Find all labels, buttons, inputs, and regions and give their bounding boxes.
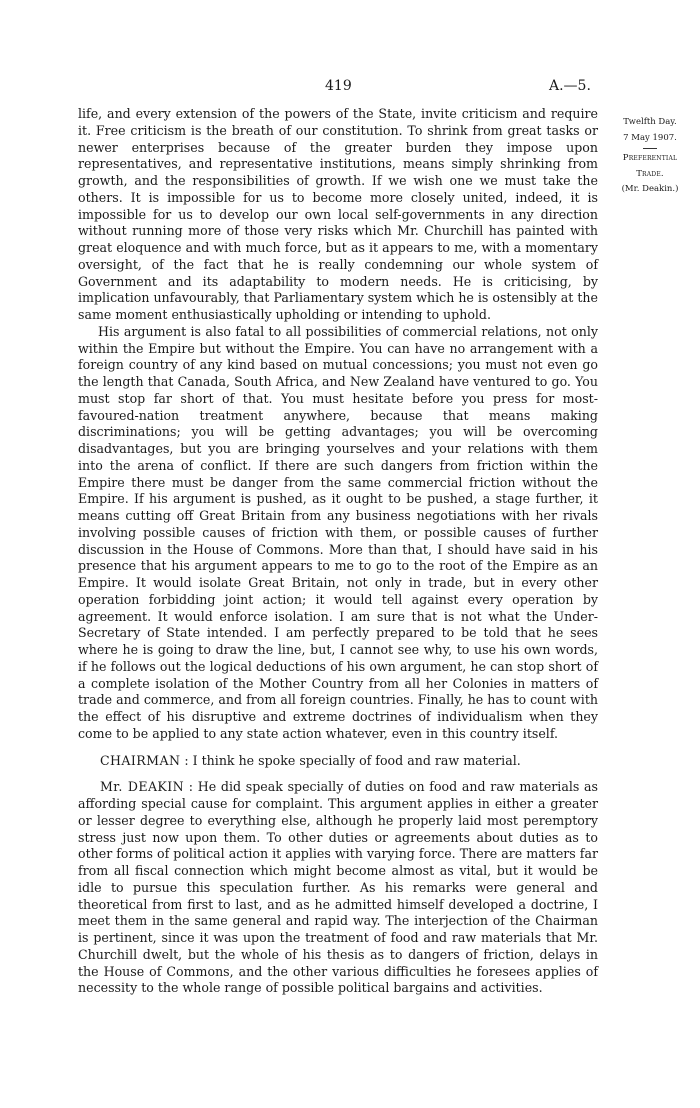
speaker-chairman: CHAIRMAN <box>100 752 181 768</box>
deakin-text: He did speak specially of duties on food and raw materials as affording special cause for complaint. This argument applies in either a greater or lesser degree to everything else, although he properly laid most peremptory stress just now upon them. To other duties or agreements about duties as to other forms of political action it applies with varying force. There are matters far from all fiscal connection which might become almost as vital, but it would be idle to pursue this speculation further. As his remarks were general and theoretical from first to last, and as he admitted himself developed a doctrine, I meet them in the same general and rapid way. The interjection of the Chairman is pertinent, since it was upon the treatment of food and raw materials that Mr. Churchill dwelt, but the whole of his thesis as to dangers of friction, delays in the House of Commons, and the other various difficulties he foresees applies of necessity to the whole range of possible political bargains and activities. <box>78 779 599 996</box>
page-number: 419 <box>325 78 352 94</box>
margin-day: Twelfth Day. <box>623 117 677 127</box>
margin-date: 7 May 1907. <box>623 132 677 143</box>
margin-notes <box>604 115 696 198</box>
paragraph-2: His argument is also fatal to all possibilities of commercial relations, not only within the Empire but without the Empire. You can have no arrangement with a foreign country of any kind based on mutual concessions; you must not even go the length that Canada, South Africa, and New Zealand have ventured to go. You must stop far short of that. You must hesitate before you press for most-favoured-nation treatment anywhere, because that means making discriminations; you will be getting advantages; you will be overcoming disadvantages, but you are bringing yourselves and your relations with them into the arena of conflict. If there are such dangers from friction within the Empire there must be danger from the same commercial friction without the Empire. If his argument is pushed, as it ought to be pushed, a stage further, it means cutting off Great Britain from any business negotiations with her rivals involving possible causes of friction with them, or possible causes of further discussion in the House of Commons. More than that, I should have said in his presence that his argument appears to me to go to the root of the Empire as an Empire. It would isolate Great Britain, not only in trade, but in every other operation forbidding joint action; it would tell against every operation by agreement. It would enforce isolation. I am sure that is not what the Under-Secretary of State intended. I am perfectly prepared to be told that he sees where he is going to draw the line, but, I cannot see why, to use his own words, if he follows out the logical deductions of his own argument, he can stop short of a complete isolation of the Mother Country from all her Colonies in matters of trade and commerce, and from all foreign countries. Finally, he has to count with the effect of his disruptive and extreme doctrines of individualism when they come to be applied to any state action whatever, even in this country itself. <box>78 323 598 741</box>
margin-subject-1: Preferential <box>622 153 678 163</box>
margin-speaker: (Mr. Deakin.) <box>621 184 679 194</box>
chairman-remark: CHAIRMAN : I think he spoke specially of food and raw material. <box>100 752 521 768</box>
page-header <box>0 78 700 98</box>
paragraph-1: life, and every extension of the powers of the State, invite criticism and require it. Free criticism is the breath of our constitution. To shrink from great tasks or newer enterprises because of the greater burden they impose upon representatives, and representative institutions, means simply shrinking from growth, and the responsibilities of growth. If we wish one we must take the others. It is impossible for us to become more closely united, indeed, it is impossible for us to develop our own local self-governments in any direction without running more of those very risks which Mr. Churchill has painted with great eloquence and with much force, but as it appears to me, with a momentary oversight, of the fact that he is really condemning our whole system of Government and its adaptability to modern needs. He is criticising, by implication unfavourably, that Parliamentary system which he is ostensibly at the same moment enthusiastically upholding or intending to uphold. <box>78 106 598 322</box>
speaker-deakin: Mr. DEAKIN <box>100 779 185 795</box>
body-text <box>78 106 598 997</box>
margin-subject-2: Trade. <box>636 168 664 179</box>
deakin-remark: Mr. DEAKIN : He did speak specially of duties on food and raw materials as affording special cause for complaint. This argument applies in either a greater or lesser degree to everything else, although he properly laid most peremptory stress just now upon them. To other duties or agreements about duties as to other forms of political action it applies with varying force. There are matters far from all fiscal connection which might become almost as vital, but it would be idle to pursue this speculation further. As his remarks were general and theoretical from first to last, and as he admitted himself developed a doctrine, I meet them in the same general and rapid way. The interjection of the Chairman is pertinent, since it was upon the treatment of food and raw materials that Mr. Churchill dwelt, but the whole of his thesis as to dangers of friction, delays in the House of Commons, and the other various difficulties he foresees applies of necessity to the whole range of possible political bargains and activities. <box>78 779 599 996</box>
chairman-text: I think he spoke specially of food and raw material. <box>192 752 521 768</box>
document-reference: A.—5. <box>549 78 591 94</box>
margin-divider <box>643 148 657 149</box>
